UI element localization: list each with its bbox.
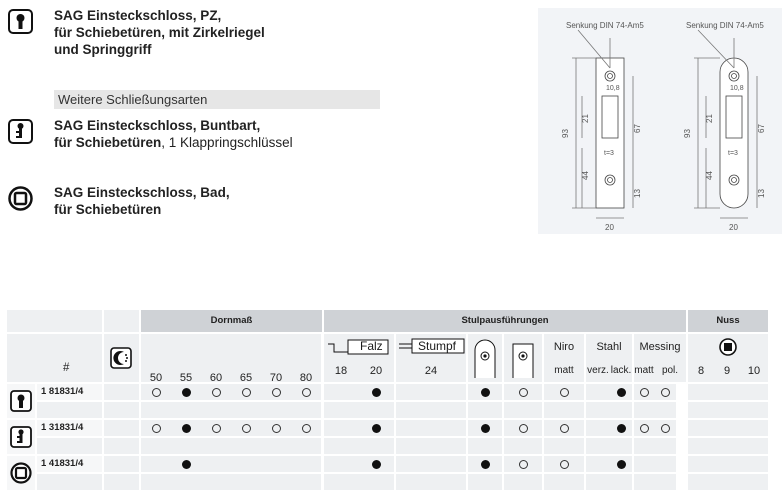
table-cell — [231, 438, 261, 454]
table-cell — [201, 456, 231, 472]
group-stulp: Stulpausführungen — [324, 310, 686, 332]
table-cell — [201, 384, 231, 400]
available-dot — [481, 388, 490, 397]
table-cell — [324, 402, 358, 418]
table-cell — [544, 384, 584, 400]
stumpf-label: Stumpf — [418, 339, 457, 353]
stulp-square-header — [504, 334, 542, 382]
table-cell — [586, 456, 610, 472]
optional-dot — [519, 388, 528, 397]
svg-text:67: 67 — [757, 124, 766, 133]
table-cell — [396, 438, 466, 454]
square-stulp-icon — [504, 334, 542, 382]
table-cell — [231, 384, 261, 400]
table-cell — [468, 474, 502, 490]
table-cell — [171, 438, 201, 454]
table-cell — [714, 384, 740, 400]
table-cell — [104, 438, 139, 454]
table-cell — [504, 384, 542, 400]
table-cell — [654, 402, 676, 418]
svg-text:13: 13 — [757, 189, 766, 198]
table-cell — [634, 438, 654, 454]
table-cell — [141, 438, 171, 454]
svg-text:21: 21 — [581, 114, 590, 123]
optional-dot — [152, 388, 161, 397]
optional-dot — [519, 460, 528, 469]
table-cell — [171, 456, 201, 472]
more-lock-types-bar[interactable]: Weitere Schließungsarten — [54, 90, 380, 109]
table-cell — [544, 474, 584, 490]
table-cell — [171, 474, 201, 490]
table-cell — [291, 420, 321, 436]
table-cell — [104, 384, 139, 400]
table-cell — [688, 402, 714, 418]
table-cell — [171, 384, 201, 400]
table-cell — [634, 402, 654, 418]
nuss-10: 10 — [740, 360, 768, 382]
table-cell — [504, 456, 542, 472]
table-cell — [610, 420, 632, 436]
svg-text:93: 93 — [683, 129, 692, 138]
table-cell — [654, 456, 676, 472]
messing-header: Messing — [634, 334, 686, 360]
row-icon-cell — [7, 384, 35, 418]
table-cell — [610, 456, 632, 472]
stulp-round-header — [468, 334, 502, 382]
optional-dot — [242, 424, 251, 433]
table-cell — [231, 474, 261, 490]
available-dot — [372, 424, 381, 433]
dornmass-55: 55 — [171, 334, 201, 382]
table-cell — [740, 474, 768, 490]
optional-dot — [560, 424, 569, 433]
table-cell — [688, 384, 714, 400]
table-cell — [141, 420, 171, 436]
table-cell — [740, 384, 768, 400]
dornmass-80: 80 — [291, 334, 321, 382]
falz-icon — [324, 334, 394, 360]
stumpf-header — [396, 334, 466, 360]
optional-dot — [302, 388, 311, 397]
row-spacer — [37, 402, 102, 418]
table-cell — [468, 384, 502, 400]
optional-dot — [519, 424, 528, 433]
table-cell — [610, 438, 632, 454]
product-title-bad: SAG Einsteckschloss, Bad, für Schiebetüren — [54, 185, 230, 217]
table-cell — [396, 420, 466, 436]
table-cell — [231, 402, 261, 418]
table-cell — [544, 402, 584, 418]
table-cell — [654, 420, 676, 436]
svg-text:67: 67 — [633, 124, 642, 133]
group-dornmass: Dornmaß — [141, 310, 322, 332]
table-cell — [291, 438, 321, 454]
round-stulp-icon — [468, 334, 502, 382]
table-cell — [586, 402, 610, 418]
table-cell — [201, 402, 231, 418]
falz-header — [324, 334, 394, 360]
table-cell — [688, 438, 714, 454]
bitted-key-icon — [8, 119, 33, 144]
optional-dot — [661, 388, 670, 397]
table-cell — [654, 384, 676, 400]
available-dot — [617, 388, 626, 397]
available-dot — [372, 460, 381, 469]
table-cell — [714, 474, 740, 490]
dornmass-70: 70 — [261, 334, 291, 382]
stumpf-24: 24 — [396, 360, 466, 382]
cylinder-keyhole-icon — [10, 390, 32, 412]
table-cell — [358, 438, 394, 454]
table-cell — [504, 402, 542, 418]
falz-18: 18 — [324, 360, 358, 382]
svg-text:44: 44 — [705, 171, 714, 180]
available-dot — [617, 424, 626, 433]
table-cell — [324, 420, 358, 436]
table-cell — [714, 456, 740, 472]
available-dot — [182, 388, 191, 397]
table-cell — [231, 420, 261, 436]
bitted-key-icon — [10, 426, 32, 448]
dornmass-65: 65 — [231, 334, 261, 382]
table-cell — [610, 402, 632, 418]
table-cell — [396, 384, 466, 400]
table-cell — [104, 474, 139, 490]
stahl-verz: verz. — [586, 360, 610, 382]
technical-drawing — [538, 8, 782, 234]
table-cell — [468, 456, 502, 472]
optional-dot — [272, 388, 281, 397]
stahl-header: Stahl — [586, 334, 632, 360]
table-cell — [261, 438, 291, 454]
table-cell — [714, 420, 740, 436]
svg-text:44: 44 — [581, 171, 590, 180]
lock-type-header — [104, 334, 139, 382]
optional-dot — [212, 424, 221, 433]
table-cell — [396, 474, 466, 490]
table-cell — [586, 474, 610, 490]
table-cell — [104, 456, 139, 472]
table-cell — [261, 384, 291, 400]
table-cell — [291, 402, 321, 418]
table-cell — [261, 402, 291, 418]
table-cell — [504, 474, 542, 490]
optional-dot — [640, 424, 649, 433]
table-cell — [586, 438, 610, 454]
available-dot — [182, 460, 191, 469]
table-cell — [468, 402, 502, 418]
optional-dot — [272, 424, 281, 433]
table-cell — [634, 384, 654, 400]
falz-20: 20 — [358, 360, 394, 382]
table-cell — [261, 420, 291, 436]
table-cell — [396, 402, 466, 418]
table-cell — [740, 420, 768, 436]
table-cell — [358, 420, 394, 436]
table-cell — [714, 438, 740, 454]
table-cell — [468, 420, 502, 436]
table-cell — [654, 438, 676, 454]
nuss-icon — [688, 334, 768, 360]
table-cell — [171, 402, 201, 418]
table-cell — [141, 402, 171, 418]
available-dot — [481, 460, 490, 469]
available-dot — [617, 460, 626, 469]
svg-text:Senkung DIN 74-Am5: Senkung DIN 74-Am5 — [566, 21, 644, 30]
nuss-9: 9 — [714, 360, 740, 382]
available-dot — [372, 388, 381, 397]
table-cell — [291, 456, 321, 472]
table-cell — [544, 456, 584, 472]
crescent-lock-icon — [110, 347, 132, 369]
product-title-buntbart: SAG Einsteckschloss, Buntbart, für Schiebetüren, 1 Klappringschlüssel — [54, 118, 293, 150]
table-cell — [104, 420, 139, 436]
niro-matt: matt — [544, 360, 584, 382]
product-title-pz: SAG Einsteckschloss, PZ, für Schiebetüren, mit Zirkelriegel und Springgriff — [54, 8, 265, 57]
table-cell — [324, 456, 358, 472]
table-cell — [688, 420, 714, 436]
table-cell — [634, 456, 654, 472]
table-cell — [324, 384, 358, 400]
article-code: 1 41831/4 — [37, 456, 102, 472]
table-cell — [740, 438, 768, 454]
table-cell — [544, 438, 584, 454]
messing-matt: matt — [634, 360, 654, 382]
table-cell — [740, 402, 768, 418]
svg-text:10,8: 10,8 — [606, 85, 620, 92]
optional-dot — [212, 388, 221, 397]
available-dot — [182, 424, 191, 433]
cylinder-keyhole-icon — [8, 9, 33, 34]
article-code: 1 81831/4 — [37, 384, 102, 400]
dornmass-60: 60 — [201, 334, 231, 382]
optional-dot — [661, 424, 670, 433]
available-dot — [481, 424, 490, 433]
messing-pol: pol. — [654, 360, 686, 382]
falz-label: Falz — [360, 339, 383, 353]
svg-text:10,8: 10,8 — [730, 85, 744, 92]
header-blank — [104, 310, 139, 332]
dornmass-50: 50 — [141, 334, 171, 382]
niro-header: Niro — [544, 334, 584, 360]
svg-text:20: 20 — [729, 223, 738, 232]
table-cell — [104, 402, 139, 418]
table-cell — [261, 456, 291, 472]
svg-text:Senkung DIN 74-Am5: Senkung DIN 74-Am5 — [686, 21, 764, 30]
table-cell — [261, 474, 291, 490]
article-code: 1 31831/4 — [37, 420, 102, 436]
table-cell — [396, 456, 466, 472]
table-cell — [610, 474, 632, 490]
optional-dot — [640, 388, 649, 397]
svg-text:20: 20 — [605, 223, 614, 232]
table-cell — [586, 384, 610, 400]
table-cell — [688, 474, 714, 490]
table-cell — [634, 420, 654, 436]
table-cell — [634, 474, 654, 490]
table-cell — [654, 474, 676, 490]
svg-text:13: 13 — [633, 189, 642, 198]
optional-dot — [560, 460, 569, 469]
table-cell — [358, 456, 394, 472]
table-cell — [740, 456, 768, 472]
hash-label: # — [63, 362, 70, 374]
table-cell — [324, 438, 358, 454]
row-spacer — [37, 474, 102, 490]
table-cell — [201, 474, 231, 490]
optional-dot — [302, 424, 311, 433]
table-cell — [201, 438, 231, 454]
table-cell — [714, 402, 740, 418]
table-cell — [688, 456, 714, 472]
table-cell — [586, 420, 610, 436]
table-cell — [324, 474, 358, 490]
nuss-8: 8 — [688, 360, 714, 382]
row-icon-cell — [7, 420, 35, 454]
table-cell — [231, 456, 261, 472]
group-nuss: Nuss — [688, 310, 768, 332]
table-cell — [468, 438, 502, 454]
svg-text:21: 21 — [705, 114, 714, 123]
optional-dot — [560, 388, 569, 397]
table-cell — [358, 384, 394, 400]
row-spacer — [37, 438, 102, 454]
table-cell — [291, 474, 321, 490]
table-cell — [291, 384, 321, 400]
table-cell — [141, 474, 171, 490]
table-cell — [141, 456, 171, 472]
table-cell — [544, 420, 584, 436]
table-cell — [201, 420, 231, 436]
table-cell — [504, 438, 542, 454]
svg-text:t=3: t=3 — [728, 150, 738, 157]
nuss-icon-header — [688, 334, 768, 360]
header-blank — [7, 310, 102, 332]
table-cell — [358, 474, 394, 490]
table-cell — [141, 384, 171, 400]
table-cell — [504, 420, 542, 436]
stahl-lack: lack. — [610, 360, 632, 382]
header-cell — [7, 334, 102, 382]
table-cell — [610, 384, 632, 400]
optional-dot — [152, 424, 161, 433]
svg-text:t=3: t=3 — [604, 150, 614, 157]
row-icon-cell — [7, 456, 35, 490]
bathroom-lock-icon — [8, 186, 33, 211]
table-cell — [171, 420, 201, 436]
bathroom-lock-icon — [10, 462, 32, 484]
table-cell — [358, 402, 394, 418]
optional-dot — [242, 388, 251, 397]
svg-text:93: 93 — [561, 129, 570, 138]
